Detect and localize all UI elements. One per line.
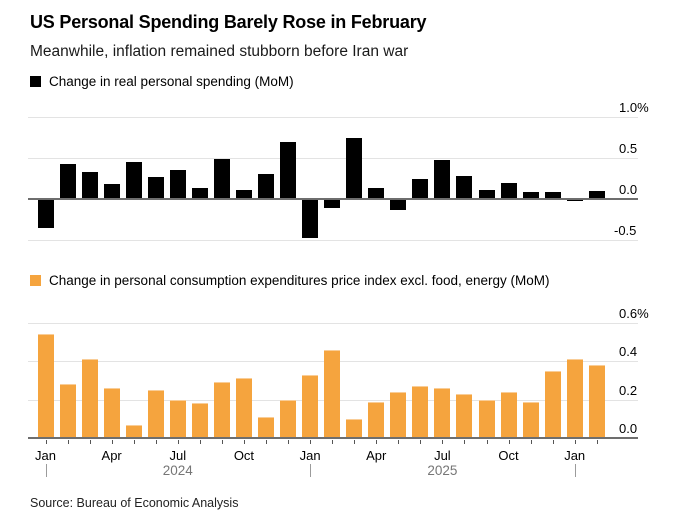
axis-tick	[487, 440, 488, 444]
axis-tick	[244, 440, 245, 444]
core-pce-price-index-bar	[104, 388, 120, 438]
core-pce-price-index-bar	[258, 417, 274, 438]
axis-tick	[156, 440, 157, 444]
real-personal-spending-bar	[104, 184, 120, 199]
legend-real-personal-spending	[30, 74, 294, 89]
y-axis-tick-label: 0.0	[619, 421, 638, 436]
month-tick-label: Jan	[35, 448, 56, 463]
axis-tick	[597, 440, 598, 444]
core-pce-price-index-bar	[589, 365, 605, 438]
real-personal-spending-bar	[324, 199, 340, 208]
real-personal-spending-bar	[501, 183, 517, 199]
year-boundary-mark	[310, 464, 311, 477]
real-personal-spending-bar	[214, 159, 230, 199]
real-personal-spending-bar	[38, 199, 54, 228]
axis-tick	[68, 440, 69, 444]
axis-tick	[288, 440, 289, 444]
axis-tick	[112, 440, 113, 444]
zero-axis-line	[28, 198, 638, 200]
axis-tick	[200, 440, 201, 444]
y-axis-tick-label: 0.0	[619, 182, 638, 197]
core-pce-price-index-bar	[214, 382, 230, 438]
axis-tick	[509, 440, 510, 444]
axis-tick	[178, 440, 179, 444]
spending-bar-chart	[0, 97, 684, 255]
axis-tick	[442, 440, 443, 444]
core-pce-price-index-bar	[567, 359, 583, 438]
inflation-bar-chart	[0, 300, 684, 446]
real-personal-spending-bar	[434, 160, 450, 199]
year-boundary-mark	[575, 464, 576, 477]
y-axis-tick-label: 0.2	[619, 382, 638, 398]
core-pce-price-index-bar	[302, 375, 318, 438]
page-title: US Personal Spending Barely Rose in February	[30, 12, 427, 32]
axis-tick	[553, 440, 554, 444]
core-pce-price-index-bar	[545, 371, 561, 438]
month-tick-label: Apr	[366, 448, 387, 463]
axis-tick	[464, 440, 465, 444]
core-pce-price-index-bar	[82, 359, 98, 438]
orange-square-swatch-icon	[30, 275, 41, 286]
core-pce-price-index-bar	[148, 390, 164, 438]
real-personal-spending-bar	[148, 177, 164, 199]
core-pce-price-index-bar	[501, 392, 517, 438]
core-pce-price-index-bar	[170, 400, 186, 438]
axis-tick	[376, 440, 377, 444]
month-tick-label: Oct	[498, 448, 519, 463]
month-tick-label: Jan	[564, 448, 586, 463]
gridline	[28, 323, 638, 324]
core-pce-price-index-bar	[390, 392, 406, 438]
core-pce-price-index-bar	[523, 402, 539, 438]
real-personal-spending-bar	[280, 142, 296, 199]
real-personal-spending-bar	[302, 199, 318, 238]
axis-tick	[575, 440, 576, 444]
real-personal-spending-bar	[126, 162, 142, 199]
axis-tick	[134, 440, 135, 444]
axis-tick	[531, 440, 532, 444]
axis-tick	[266, 440, 267, 444]
y-axis-tick-label: 0.5	[619, 141, 638, 156]
real-personal-spending-bar	[456, 176, 472, 199]
year-label: 2024	[162, 463, 193, 478]
core-pce-price-index-bar	[38, 334, 54, 438]
page-subtitle: Meanwhile, inflation remained stubborn before Iran war	[30, 43, 409, 60]
y-axis-tick-label: 0.4	[619, 344, 638, 360]
axis-tick	[46, 440, 47, 444]
real-personal-spending-bar	[60, 164, 76, 199]
core-pce-price-index-bar	[192, 403, 208, 438]
axis-tick	[222, 440, 223, 444]
core-pce-price-index-bar	[412, 386, 428, 438]
axis-tick	[90, 440, 91, 444]
month-tick-label: Apr	[101, 448, 122, 463]
y-axis-tick-label: -0.5	[614, 223, 637, 238]
real-personal-spending-bar	[258, 174, 274, 199]
month-tick-label: Jul	[434, 448, 451, 463]
gridline	[28, 240, 638, 241]
real-personal-spending-bar	[170, 170, 186, 199]
black-square-swatch-icon	[30, 76, 41, 87]
legend-label: Change in personal consumption expenditures price index excl. food, energy (MoM)	[49, 273, 550, 288]
core-pce-price-index-bar	[456, 394, 472, 438]
gridline	[28, 158, 638, 159]
axis-tick	[310, 440, 311, 444]
month-tick-label: Jul	[169, 448, 187, 463]
core-pce-price-index-bar	[434, 388, 450, 438]
gridline	[28, 117, 638, 118]
year-boundary-mark	[46, 464, 47, 477]
real-personal-spending-bar	[82, 172, 98, 199]
core-pce-price-index-bar	[126, 425, 142, 438]
legend-label: Change in real personal spending (MoM)	[49, 74, 294, 89]
zero-axis-line	[28, 437, 638, 439]
real-personal-spending-bar	[346, 138, 362, 200]
axis-tick	[332, 440, 333, 444]
shared-x-axis	[0, 446, 684, 527]
month-tick-label: Jan	[299, 448, 321, 463]
y-axis-tick-label: 0.6%	[619, 305, 649, 321]
axis-tick	[354, 440, 355, 444]
month-tick-label: Oct	[233, 448, 255, 463]
real-personal-spending-bar	[390, 199, 406, 210]
year-label: 2025	[427, 463, 458, 478]
core-pce-price-index-bar	[280, 400, 296, 438]
legend-core-pce	[30, 273, 550, 288]
core-pce-price-index-bar	[346, 419, 362, 438]
y-axis-tick-label: 1.0%	[619, 100, 649, 115]
core-pce-price-index-bar	[60, 384, 76, 438]
axis-tick	[420, 440, 421, 444]
source-note: Source: Bureau of Economic Analysis	[30, 496, 239, 510]
core-pce-price-index-bar	[479, 400, 495, 438]
core-pce-price-index-bar	[324, 350, 340, 438]
core-pce-price-index-bar	[368, 402, 384, 438]
real-personal-spending-bar	[412, 179, 428, 199]
axis-tick	[398, 440, 399, 444]
core-pce-price-index-bar	[236, 378, 252, 438]
